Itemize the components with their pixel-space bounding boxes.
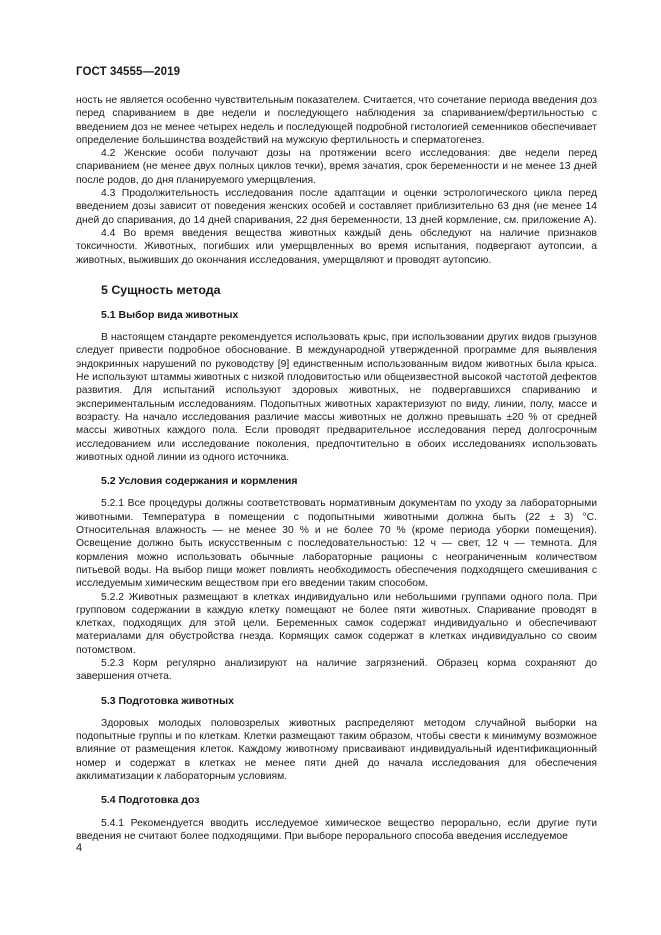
document-body	[76, 94, 597, 843]
paragraph-4-3: 4.3 Продолжительность исследования после адаптации и оценки эстрологического цикла перед введением дозы зависит от поведения женских особей и составляет приблизительно 63 дня (не менее 14 дней до спаривания, до 14 дней спаривания, 22 дня беременности, 13 дней кормление, см. приложение А).	[76, 188, 597, 226]
paragraph-4-2: 4.2 Женские особи получают дозы на протяжении всего исследования: две недели перед спариванием (не менее двух полных циклов течки), время зачатия, срок беременности и не менее 13 дней после родов, до дня планируемого умерщвления.	[76, 148, 597, 186]
paragraph-continuation: ность не является особенно чувствительным показателем. Считается, что сочетание периода введения доз перед спариванием в две недели и последующего наблюдения за спариванием/фертильностью с введением доз не менее четырех недель и последующей подробной гистологией семенников обеспечивает определение большинства воздействий на мужскую фертильность и сперматогенез.	[76, 95, 597, 146]
section-5-title: 5 Сущность метода	[101, 282, 221, 297]
paragraph-5-2-1: 5.2.1 Все процедуры должны соответствовать нормативным документам по уходу за лабораторными животными. Температура в помещении с подопытными животными должна быть (22 ± 3) °С. Относительная влажность — не менее 30 % и не более 70 % (кроме периода уборки помещения). Освещение должно быть искусственным с последовательностью: 12 ч — свет, 12 ч — темнота. Для кормления можно использовать обычные лабораторные рационы с неограниченным количеством питьевой воды. На выбор пищи может повлиять необходимость обеспечения подходящего смешивания с исследуемым химическим веществом при его введении таким способом.	[76, 498, 597, 590]
section-5-2-title: 5.2 Условия содержания и кормления	[101, 475, 298, 488]
section-5-4-title: 5.4 Подготовка доз	[101, 794, 200, 807]
paragraph-5-2-2: 5.2.2 Животных размещают в клетках индивидуально или небольшими группами одного пола. При групповом содержании в каждую клетку помещают не более пяти животных. Спаривание проводят в клетках, подходящих для этой цели. Беременных самок содержат индивидуально и обеспечивают материалами для обустройства гнезда. Кормящих самок содержат в клетках индивидуально со своим потомством.	[76, 591, 597, 656]
page-number: 4	[76, 842, 83, 854]
paragraph-5-4-1: 5.4.1 Рекомендуется вводить исследуемое химическое вещество перорально, если другие пути введения не считают более подходящими. При выборе перорального способа введения исследуемое	[76, 817, 597, 842]
paragraph-4-4: 4.4 Во время введения вещества животных каждый день обследуют на наличие признаков токсичности. Животных, погибших или умерщвленных во время испытания, подвергают аутопсии, а животных, выживших до окончания исследования, умерщвляют и проводят аутопсию.	[76, 227, 597, 266]
standard-header: ГОСТ 34555—2019	[76, 66, 181, 78]
paragraph-5-2-3: 5.2.3 Корм регулярно анализируют на наличие загрязнений. Образец корма сохраняют до завершения отчета.	[76, 657, 597, 683]
section-5-1-title: 5.1 Выбор вида животных	[101, 308, 239, 321]
section-5-3-text: Здоровых молодых половозрелых животных распределяют методом случайной выборки на подопытные группы и по клеткам. Клетки размещают таким образом, чтобы свести к минимуму возможное влияние от размещения клеток. Каждому животному присваивают индивидуальный идентификационный номер и содержат в клетках не менее пяти дней до начала исследования для обеспечения акклиматизации к лабораторным условиям.	[76, 717, 597, 783]
section-5-3-title: 5.3 Подготовка животных	[101, 694, 234, 707]
section-5-1-text: В настоящем стандарте рекомендуется использовать крыс, при использовании других видов грызунов следует привести подробное обоснование. В международной утвержденной программе для выявления эндокринных нарушений по руководству [9] единственным использованным видом животных была крыса. Не используют штаммы животных с низкой плодовитостью или общеизвестной высокой частотой дефектов развития. Для испытаний используют здоровых животных, не подвергавшихся спариванию и экспериментальным исследованиям. Подопытных животных характеризуют по виду, линии, полу, массе и возрасту. На начало исследования различие массы животных не должно превышать ±20 % от средней массы животных каждого пола. Если проводят предварительное исследования перед долгосрочным исследованием или исследование поколения, предпочтительно в обоих исследованиях использовать животных одной линии из одного источника.	[76, 332, 597, 463]
